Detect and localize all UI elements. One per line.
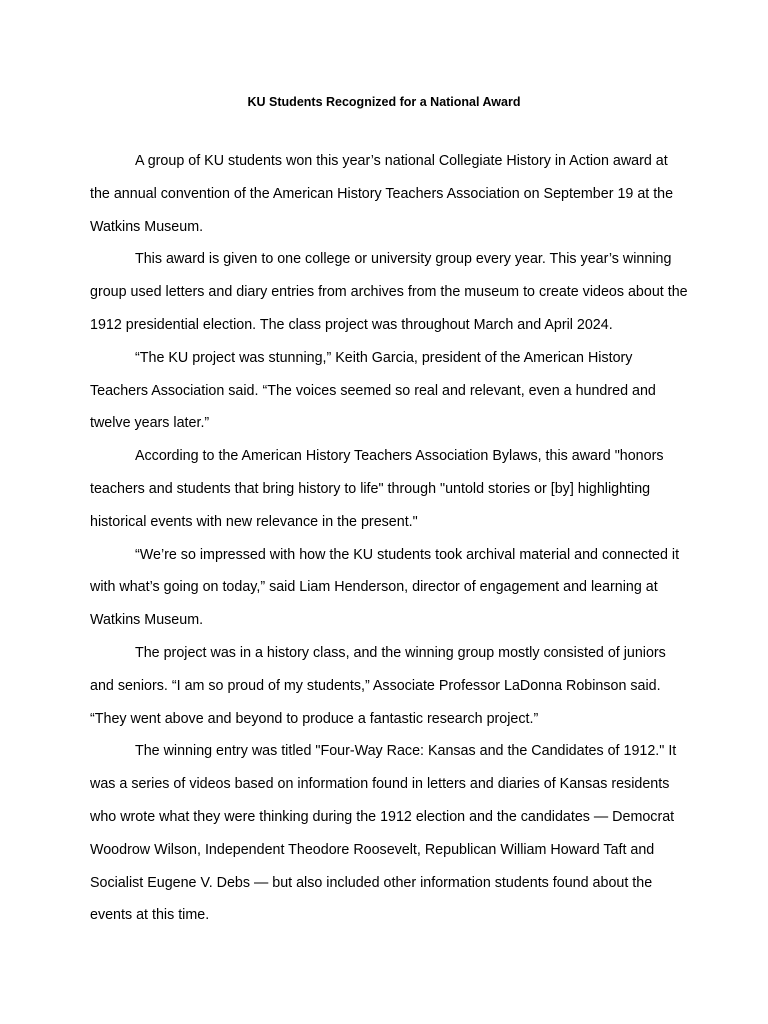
paragraph: “We’re so impressed with how the KU students took archival material and connected it with what’s going on today,” said Liam Henderson, director of engagement and learning at Watkins Museum. bbox=[90, 546, 680, 629]
paragraph: The project was in a history class, and the winning group mostly consisted of juniors and seniors. “I am so proud of my students,” Associate Professor LaDonna Robinson said. “They went above and beyond to produce a fantastic research project.” bbox=[90, 644, 666, 727]
document-body bbox=[90, 145, 690, 932]
paragraph: This award is given to one college or university group every year. This year’s winning group used letters and diary entries from archives from the museum to create videos about the 1912 presidential election. The class project was throughout March and April 2024. bbox=[90, 251, 688, 333]
document-title: KU Students Recognized for a National Award bbox=[247, 95, 521, 109]
paragraph: “The KU project was stunning,” Keith Garcia, president of the American History Teachers Association said. “The voices seemed so real and relevant, even a hundred and twelve years later.” bbox=[90, 349, 656, 432]
paragraph: A group of KU students won this year’s national Collegiate History in Action award at the annual convention of the American History Teachers Association on September 19 at the Watkins Museum. bbox=[90, 153, 674, 235]
paragraph: The winning entry was titled "Four-Way Race: Kansas and the Candidates of 1912." It was a series of videos based on information found in letters and diaries of Kansas residents who wrote what they were thinking during the 1912 election and the candidates — Democrat Woodrow Wilson, Independent Theodore Roosevelt, Republican William Howard Taft and Socialist Eugene V. Debs — but also included other information students found about the events at this time. bbox=[90, 743, 677, 924]
paragraph: According to the American History Teachers Association Bylaws, this award "honors teachers and students that bring history to life" through "untold stories or [by] highlighting historical events with new relevance in the present." bbox=[90, 448, 664, 530]
